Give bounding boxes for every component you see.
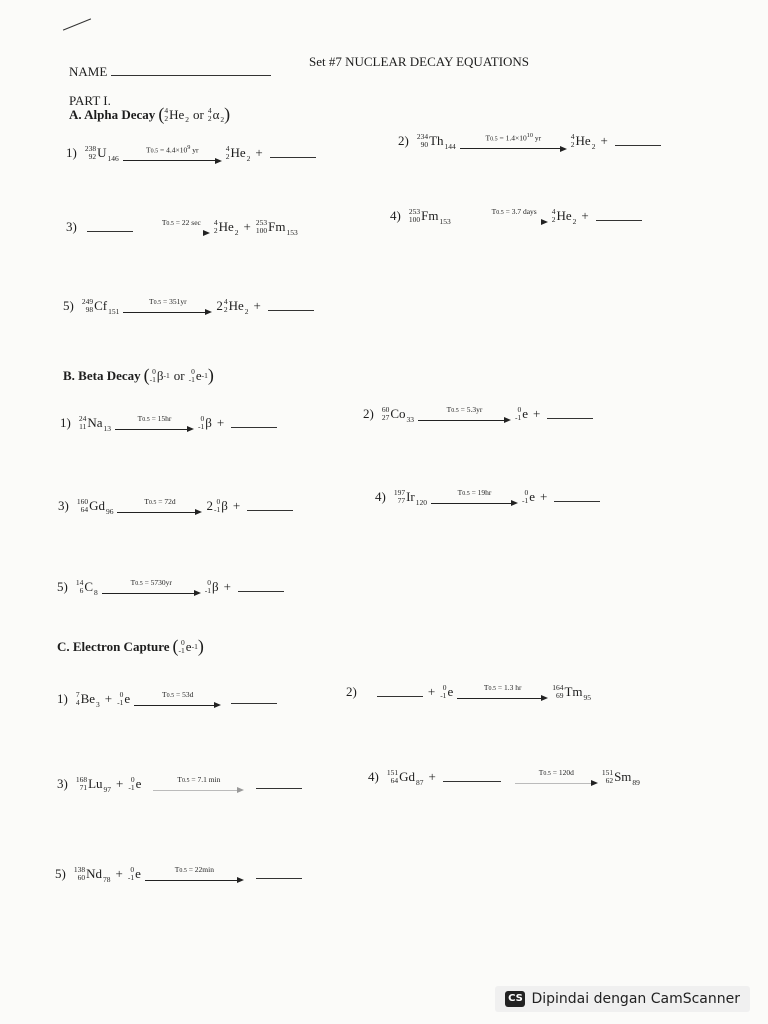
reactant-nucleus: 7 4 Be 3	[75, 690, 100, 709]
watermark-text: Dipindai dengan CamScanner	[531, 991, 740, 1007]
alpha-title-text: A. Alpha Decay	[69, 106, 156, 122]
ec-equation-2: 2) + 0 -1 e T0.5 = 1.3 hr 164 69 Tm 95	[346, 683, 592, 702]
ec-equation-1: 1) 7 4 Be 3 + 0 -1 e T0.5 = 53d	[57, 690, 277, 708]
ec-equation-3: 3) 168 71 Lu 97 + 0 -1 e T0.5 = 7.1 min	[57, 775, 302, 793]
reaction-arrow: T0.5 = 22min	[145, 865, 244, 883]
reactant-nucleus: 197 77 Ir 120	[393, 488, 428, 507]
answer-blank[interactable]	[247, 509, 293, 511]
answer-blank[interactable]	[443, 780, 501, 782]
ec-title-text: C. Electron Capture	[57, 638, 170, 654]
product-particle: 0 -1 e	[522, 488, 536, 505]
reactant-nucleus: 60 27 Co 33	[381, 405, 415, 424]
beta-equation-4: 4) 197 77 Ir 120 T0.5 = 19hr 0 -1 e +	[375, 488, 600, 506]
reaction-arrow: $T0.5 = 1.4\times 10^{10}$ yr	[460, 131, 567, 152]
product-particle: 0 -1 β	[204, 578, 219, 595]
product-nucleus: 151 62 Sm 89	[601, 768, 640, 787]
answer-blank[interactable]	[238, 590, 284, 592]
product-nucleus: 4 2 He 2	[551, 207, 577, 226]
reactant-nucleus: 24 11 Na 13	[78, 414, 112, 433]
ec-equation-5: 5) 138 60 Nd 78 + 0 -1 e T0.5 = 22min	[55, 865, 302, 883]
electron-notation: 0 -1 e -1	[188, 366, 208, 384]
electron: 0 -1 e	[128, 775, 142, 792]
reaction-arrow: T0.5 = 5.3yr	[418, 405, 511, 423]
part-label: PART I.	[69, 93, 111, 108]
product-nucleus: 4 2 He 2	[223, 297, 249, 316]
answer-blank[interactable]	[231, 702, 277, 704]
electron-notation: 0 -1 e -1	[178, 637, 198, 655]
name-line	[111, 75, 271, 76]
product-particle: 0 -1 e	[515, 405, 529, 422]
product-particle: 0 -1 β	[213, 497, 228, 514]
electron: 0 -1 e	[127, 865, 141, 882]
camscanner-icon: CS	[505, 991, 525, 1007]
reactant-nucleus: 168 71 Lu 97	[75, 775, 112, 794]
name-label: NAME	[69, 64, 108, 79]
answer-blank[interactable]	[554, 500, 600, 502]
paren-close: )	[224, 104, 231, 124]
reaction-arrow: T0.5 = 15hr	[115, 414, 194, 432]
answer-blank[interactable]	[268, 309, 314, 311]
reactant-nucleus: 151 64 Gd 87	[386, 768, 424, 787]
reactant-nucleus: 234 90 Th 144	[416, 132, 456, 151]
answer-blank[interactable]	[377, 695, 423, 697]
answer-blank[interactable]	[596, 219, 642, 221]
reaction-arrow: T0.5 = 22 sec	[153, 218, 210, 236]
answer-blank[interactable]	[256, 787, 302, 789]
he-notation: 4 2 He 2	[164, 105, 189, 124]
reaction-arrow: T0.5 = 5730yr	[102, 578, 201, 596]
beta-notation: 0 -1 β -1	[149, 366, 170, 384]
product-nucleus: 4 2 He 2	[213, 218, 239, 237]
product-nucleus: 4 2 He 2	[225, 144, 251, 163]
electron: 0 -1 e	[440, 683, 454, 700]
answer-blank[interactable]	[615, 144, 661, 146]
or-text: or	[192, 106, 204, 122]
beta-equation-1: 1) 24 11 Na 13 T0.5 = 15hr 0 -1 β +	[60, 414, 277, 432]
camscanner-watermark	[495, 986, 750, 1012]
set-title: Set #7 NUCLEAR DECAY EQUATIONS	[309, 54, 530, 69]
paren-open: (	[158, 104, 165, 124]
beta-title-text: B. Beta Decay	[63, 367, 141, 383]
reaction-arrow: T0.5 = 7.1 min	[153, 775, 244, 793]
reaction-arrow: T0.5 = 72d	[117, 497, 202, 515]
reaction-arrow: T0.5 = 19hr	[431, 488, 518, 506]
reaction-arrow: T0.5 = 3.7 days	[481, 207, 548, 225]
ec-section-title: C. Electron Capture ( 0 -1 e -1 )	[57, 636, 204, 656]
product-nucleus: 4 2 He 2	[570, 132, 596, 151]
alpha-equation-5: 5) 249 98 Cf 151 T0.5 = 351yr 2 4 2 He 2 +	[63, 297, 314, 315]
name-field	[69, 64, 271, 80]
alpha-equation-1: 1) 238 92 U 146 $T0.5 = 4.4\times 10^9$ yr 4 2 He 2 +	[66, 143, 316, 164]
electron: 0 -1 e	[117, 690, 131, 707]
pen-mark	[63, 18, 91, 30]
beta-equation-3: 3) 160 64 Gd 96 T0.5 = 72d 2 0 -1 β +	[58, 497, 293, 515]
answer-blank[interactable]	[547, 417, 593, 419]
reactant-nucleus: 160 64 Gd 96	[76, 497, 114, 516]
ec-equation-4: 4) 151 64 Gd 87 + T0.5 = 120d 151 62 Sm 89	[368, 768, 640, 787]
reactant-nucleus: 14 6 C 8	[75, 578, 98, 597]
product-particle: 0 -1 β	[198, 414, 212, 431]
reactant-nucleus: 238 92 U 146	[84, 144, 119, 163]
reactant-nucleus: 138 60 Nd 78	[73, 865, 111, 884]
beta-section-title: B. Beta Decay ( 0 -1 β -1 or 0 -1 e -1 )	[63, 365, 214, 385]
answer-blank[interactable]	[231, 426, 277, 428]
product-nucleus-2: 253 100 Fm 153	[255, 218, 298, 237]
answer-blank[interactable]	[256, 877, 302, 879]
beta-equation-5: 5) 14 6 C 8 T0.5 = 5730yr 0 -1 β +	[57, 578, 284, 596]
answer-blank[interactable]	[270, 156, 316, 158]
reactant-nucleus: 253 100 Fm 153	[408, 207, 451, 226]
beta-equation-2: 2) 60 27 Co 33 T0.5 = 5.3yr 0 -1 e +	[363, 405, 593, 423]
reaction-arrow: T0.5 = 120d	[515, 768, 598, 786]
reactant-nucleus: 249 98 Cf 151	[81, 297, 120, 316]
alpha-section-title	[69, 104, 230, 125]
answer-blank[interactable]	[87, 230, 133, 232]
alpha-equation-3: 3) T0.5 = 22 sec 4 2 He 2 + 253 100 Fm 153	[66, 218, 298, 237]
reaction-arrow: T0.5 = 1.3 hr	[457, 683, 548, 701]
alpha-equation-4: 4) 253 100 Fm 153 T0.5 = 3.7 days 4 2 He 2 +	[390, 207, 642, 225]
reaction-arrow: $T0.5 = 4.4\times 10^9$ yr	[123, 143, 222, 164]
product-nucleus: 164 69 Tm 95	[552, 683, 592, 702]
reaction-arrow: T0.5 = 351yr	[123, 297, 212, 315]
alpha-notation: 4 2 α 2	[207, 105, 225, 124]
alpha-equation-2: 2) 234 90 Th 144 $T0.5 = 1.4\times 10^{10}$ yr 4 2 He 2 +	[398, 131, 661, 152]
reaction-arrow: T0.5 = 53d	[134, 690, 221, 708]
